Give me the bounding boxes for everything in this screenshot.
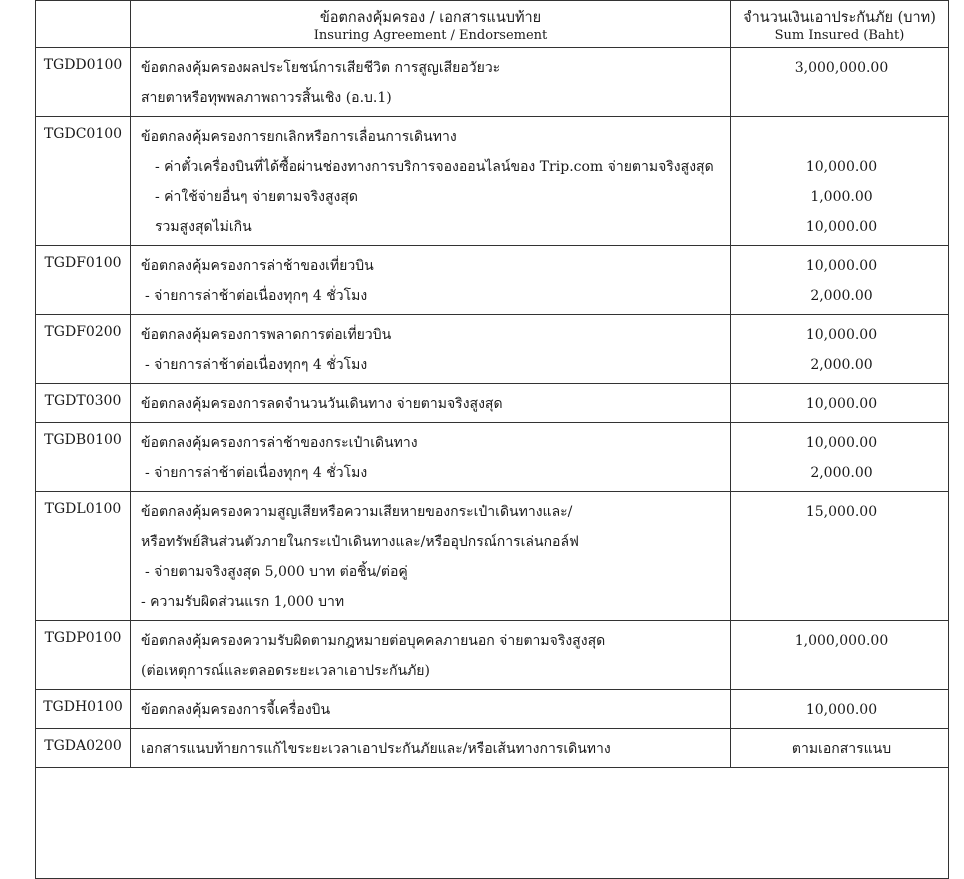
sum-insured xyxy=(731,117,949,246)
description-line: - จ่ายการล่าช้าต่อเนื่องทุกๆ 4 ชั่วโมง xyxy=(145,465,368,481)
table-row xyxy=(36,423,949,492)
description-line: ข้อตกลงคุ้มครองการพลาดการต่อเที่ยวบิน xyxy=(141,327,392,343)
description-line: ข้อตกลงคุ้มครองการยกเลิกหรือการเลื่อนการเดินทาง xyxy=(141,129,457,145)
coverage-code: TGDB0100 xyxy=(36,423,131,492)
coverage-description xyxy=(131,117,731,246)
amount-line: 2,000.00 xyxy=(810,288,873,304)
table-row xyxy=(36,117,949,246)
coverage-code: TGDP0100 xyxy=(36,621,131,690)
amount-line xyxy=(731,587,948,617)
amount-line xyxy=(731,122,948,152)
sum-insured xyxy=(731,621,949,690)
coverage-table xyxy=(35,0,949,879)
description-line: - จ่ายการล่าช้าต่อเนื่องทุกๆ 4 ชั่วโมง xyxy=(145,288,368,304)
amount-line: 10,000.00 xyxy=(805,258,878,274)
description-line: รวมสูงสุดไม่เกิน xyxy=(155,219,252,235)
amount-line: 3,000,000.00 xyxy=(794,60,889,76)
amount-line: 10,000.00 xyxy=(805,396,878,412)
coverage-code: TGDD0100 xyxy=(36,48,131,117)
table-row xyxy=(36,621,949,690)
coverage-description xyxy=(131,690,731,729)
amount-line xyxy=(731,527,948,557)
sum-insured xyxy=(731,690,949,729)
description-line: - ความรับผิดส่วนแรก 1,000 บาท xyxy=(141,594,345,610)
description-line: - ค่าตั๋วเครื่องบินที่ได้ซื้อผ่านช่องทางการบริการจองออนไลน์ของ Trip.com จ่ายตามจริงสูงสุด xyxy=(155,159,714,175)
coverage-description xyxy=(131,246,731,315)
description-line: ข้อตกลงคุ้มครองความสูญเสียหรือความเสียหายของกระเป๋าเดินทางและ/ xyxy=(141,504,573,520)
header-agreement-english: Insuring Agreement / Endorsement xyxy=(313,28,548,43)
description-line: ข้อตกลงคุ้มครองการจี้เครื่องบิน xyxy=(141,702,331,718)
sum-insured xyxy=(731,729,949,768)
coverage-code: TGDF0200 xyxy=(36,315,131,384)
coverage-code: TGDT0300 xyxy=(36,384,131,423)
coverage-code: TGDA0200 xyxy=(36,729,131,768)
coverage-description xyxy=(131,384,731,423)
sum-insured xyxy=(731,384,949,423)
table-row xyxy=(36,246,949,315)
description-line: - จ่ายตามจริงสูงสุด 5,000 บาท ต่อชิ้น/ต่อคู่ xyxy=(145,564,408,580)
coverage-description xyxy=(131,315,731,384)
header-agreement-thai: ข้อตกลงคุ้มครอง / เอกสารแนบท้าย xyxy=(319,10,542,26)
sum-insured xyxy=(731,423,949,492)
sum-insured xyxy=(731,48,949,117)
description-line: หรือทรัพย์สินส่วนตัวภายในกระเป๋าเดินทางและ/หรืออุปกรณ์การเล่นกอล์ฟ xyxy=(141,534,579,550)
coverage-description xyxy=(131,48,731,117)
header-code-cell xyxy=(36,1,131,48)
table-row xyxy=(36,384,949,423)
coverage-code: TGDH0100 xyxy=(36,690,131,729)
description-line: ข้อตกลงคุ้มครองการลดจำนวนวันเดินทาง จ่ายตามจริงสูงสุด xyxy=(141,396,503,412)
description-line: เอกสารแนบท้ายการแก้ไขระยะเวลาเอาประกันภัยและ/หรือเส้นทางการเดินทาง xyxy=(141,741,611,757)
coverage-code: TGDF0100 xyxy=(36,246,131,315)
description-line: ข้อตกลงคุ้มครองการล่าช้าของกระเป๋าเดินทาง xyxy=(141,435,418,451)
amount-line: 1,000.00 xyxy=(810,189,873,205)
amount-line: 10,000.00 xyxy=(805,159,878,175)
amount-line: 10,000.00 xyxy=(805,327,878,343)
description-line: (ต่อเหตุการณ์และตลอดระยะเวลาเอาประกันภัย) xyxy=(141,663,430,679)
table-row xyxy=(36,729,949,768)
table-row xyxy=(36,690,949,729)
description-line: ข้อตกลงคุ้มครองการล่าช้าของเที่ยวบิน xyxy=(141,258,374,274)
amount-line xyxy=(731,557,948,587)
table-row xyxy=(36,492,949,621)
header-sum-insured-english: Sum Insured (Baht) xyxy=(774,28,905,43)
header-sum-insured-thai: จำนวนเงินเอาประกันภัย (บาท) xyxy=(743,10,936,26)
amount-line: 2,000.00 xyxy=(810,465,873,481)
table-header-row xyxy=(36,1,949,48)
coverage-description xyxy=(131,492,731,621)
sum-insured xyxy=(731,246,949,315)
amount-line: 15,000.00 xyxy=(805,504,878,520)
amount-line: 1,000,000.00 xyxy=(794,633,889,649)
coverage-code: TGDC0100 xyxy=(36,117,131,246)
sum-insured xyxy=(731,492,949,621)
amount-line xyxy=(731,83,948,113)
blank-cell xyxy=(36,768,949,879)
table-row xyxy=(36,315,949,384)
amount-line xyxy=(731,656,948,686)
description-line: ข้อตกลงคุ้มครองความรับผิดตามกฎหมายต่อบุคคลภายนอก จ่ายตามจริงสูงสุด xyxy=(141,633,606,649)
coverage-description xyxy=(131,621,731,690)
description-line: ข้อตกลงคุ้มครองผลประโยชน์การเสียชีวิต การสูญเสียอวัยวะ xyxy=(141,60,501,76)
amount-line: 2,000.00 xyxy=(810,357,873,373)
header-sum-insured-cell xyxy=(731,1,949,48)
coverage-code: TGDL0100 xyxy=(36,492,131,621)
description-line: - ค่าใช้จ่ายอื่นๆ จ่ายตามจริงสูงสุด xyxy=(155,189,358,205)
amount-line: 10,000.00 xyxy=(805,219,878,235)
amount-line: 10,000.00 xyxy=(805,702,878,718)
sum-insured xyxy=(731,315,949,384)
amount-line: ตามเอกสารแนบ xyxy=(791,741,892,757)
coverage-description xyxy=(131,423,731,492)
description-line: - จ่ายการล่าช้าต่อเนื่องทุกๆ 4 ชั่วโมง xyxy=(145,357,368,373)
coverage-description xyxy=(131,729,731,768)
header-agreement-cell xyxy=(131,1,731,48)
blank-row xyxy=(36,768,949,879)
amount-line: 10,000.00 xyxy=(805,435,878,451)
table-row xyxy=(36,48,949,117)
description-line: สายตาหรือทุพพลภาพถาวรสิ้นเชิง (อ.บ.1) xyxy=(141,90,392,106)
